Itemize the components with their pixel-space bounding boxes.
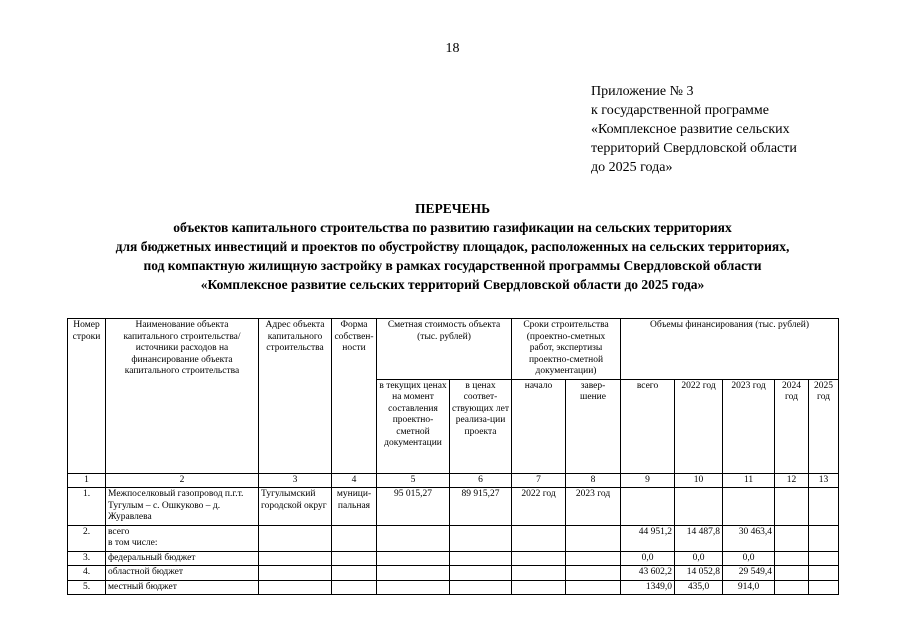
table-row [68,580,839,595]
cell-2022: 14 052,8 [675,566,723,581]
header-funding-volumes: Объемы финансирования (тыс. рублей) [621,319,839,380]
cell-total-label: всего [108,526,130,537]
cell-total: 43 602,2 [621,566,675,581]
cell-address [259,580,332,595]
cell-total: 1349,0 [621,580,675,595]
cell-end [566,566,621,581]
cell-row-number: 5. [68,580,106,595]
cell-2024 [775,566,809,581]
column-number: 3 [259,473,332,488]
header-construction-terms: Сроки строительства (проектно-сметных работ, экспертизы проектно-сметной документации) [512,319,621,380]
cell-2023: 914,0 [723,580,775,595]
header-total: всего [621,379,675,473]
cell-cost-current: 95 015,27 [377,488,450,526]
appendix-block [591,82,891,177]
title-line: ПЕРЕЧЕНЬ [414,201,491,216]
header-cost-current: в текущих ценах на момент составления проектно-сметной документации [377,379,450,473]
cell-start [512,580,566,595]
column-number: 9 [621,473,675,488]
cell-2023 [723,488,775,526]
header-estimated-cost: Сметная стоимость объекта (тыс. рублей) [377,319,512,380]
cell-2024 [775,525,809,551]
appendix-line: территорий Свердловской области [591,141,797,156]
cell-address [259,525,332,551]
column-number: 6 [450,473,512,488]
header-2024: 2024 год [775,379,809,473]
title-line: «Комплексное развитие сельских территорий Свердловской области до 2025 года» [200,277,705,292]
cell-row-number: 4. [68,566,106,581]
column-number: 10 [675,473,723,488]
column-number: 8 [566,473,621,488]
column-number: 2 [106,473,259,488]
appendix-line: к государственной программе [591,103,769,118]
cell-end [566,525,621,551]
column-number: 13 [809,473,839,488]
header-object-name: Наименование объекта капитального строительства/ источники расходов на финансирование объекта капитального строительства [106,319,259,474]
column-number: 11 [723,473,775,488]
column-number: 7 [512,473,566,488]
table-row [68,488,839,526]
cell-2022: 435,0 [675,580,723,595]
cell-address: Тугулымский городской округ [259,488,332,526]
cell-total: 44 951,2 [621,525,675,551]
cell-address [259,566,332,581]
appendix-line: Приложение № 3 [591,84,694,99]
cell-start [512,525,566,551]
column-number: 12 [775,473,809,488]
header-2023: 2023 год [723,379,775,473]
header-address: Адрес объекта капитального строительства [259,319,332,474]
column-number: 4 [332,473,377,488]
cell-2025 [809,566,839,581]
cell-object-name: местный бюджет [106,580,259,595]
table-row [68,566,839,581]
title-line: для бюджетных инвестиций и проектов по обустройству площадок, расположенных на сельских территориях, [115,239,790,254]
cell-row-number: 2. [68,525,106,551]
document-title [0,199,905,294]
cell-total: 0,0 [621,551,675,566]
cell-end [566,580,621,595]
cell-2025 [809,488,839,526]
cell-2022 [675,488,723,526]
cell-cost-current [377,580,450,595]
table-row [68,525,839,551]
header-start: начало [512,379,566,473]
column-number: 5 [377,473,450,488]
cell-cost-current [377,551,450,566]
cell-cost-years: 89 915,27 [450,488,512,526]
cell-ownership [332,551,377,566]
cell-end: 2023 год [566,488,621,526]
cell-total [621,488,675,526]
appendix-line: «Комплексное развитие сельских [591,122,790,137]
cell-cost-years [450,551,512,566]
cell-2025 [809,551,839,566]
cell-ownership [332,525,377,551]
title-line: под компактную жилищную застройку в рамках государственной программы Свердловской области [143,258,762,273]
cell-cost-years [450,566,512,581]
cell-2023: 29 549,4 [723,566,775,581]
cell-2025 [809,525,839,551]
financing-table [67,318,839,595]
cell-2025 [809,580,839,595]
cell-start: 2022 год [512,488,566,526]
cell-2022: 0,0 [675,551,723,566]
cell-start [512,551,566,566]
cell-ownership: муници-пальная [332,488,377,526]
appendix-line: до 2025 года» [591,160,673,175]
cell-cost-current [377,566,450,581]
header-ownership: Форма собствен-ности [332,319,377,474]
cell-including-label: в том числе: [108,538,158,548]
cell-ownership [332,566,377,581]
cell-end [566,551,621,566]
cell-object-name: областной бюджет [106,566,259,581]
column-number: 1 [68,473,106,488]
header-2025: 2025 год [809,379,839,473]
cell-start [512,566,566,581]
page-number: 18 [445,41,460,56]
header-end: завер-шение [566,379,621,473]
cell-address [259,551,332,566]
cell-row-number: 3. [68,551,106,566]
cell-object-name [106,525,259,551]
header-row-number: Номер строки [68,319,106,474]
title-line: объектов капитального строительства по развитию газификации на сельских территориях [173,220,732,235]
cell-2024 [775,488,809,526]
cell-2023: 30 463,4 [723,525,775,551]
cell-row-number: 1. [68,488,106,526]
header-cost-years: в ценах соответ-ствующих лет реализа-ции проекта [450,379,512,473]
cell-2022: 14 487,8 [675,525,723,551]
header-2022: 2022 год [675,379,723,473]
cell-ownership [332,580,377,595]
column-number-row [68,473,839,488]
cell-2023: 0,0 [723,551,775,566]
cell-object-name: федеральный бюджет [106,551,259,566]
cell-cost-years [450,525,512,551]
cell-object-name: Межпоселковый газопровод п.г.т. Тугулым – с. Ошкуково – д. Журавлева [106,488,259,526]
cell-2024 [775,551,809,566]
table-row [68,551,839,566]
cell-cost-years [450,580,512,595]
cell-2024 [775,580,809,595]
cell-cost-current [377,525,450,551]
